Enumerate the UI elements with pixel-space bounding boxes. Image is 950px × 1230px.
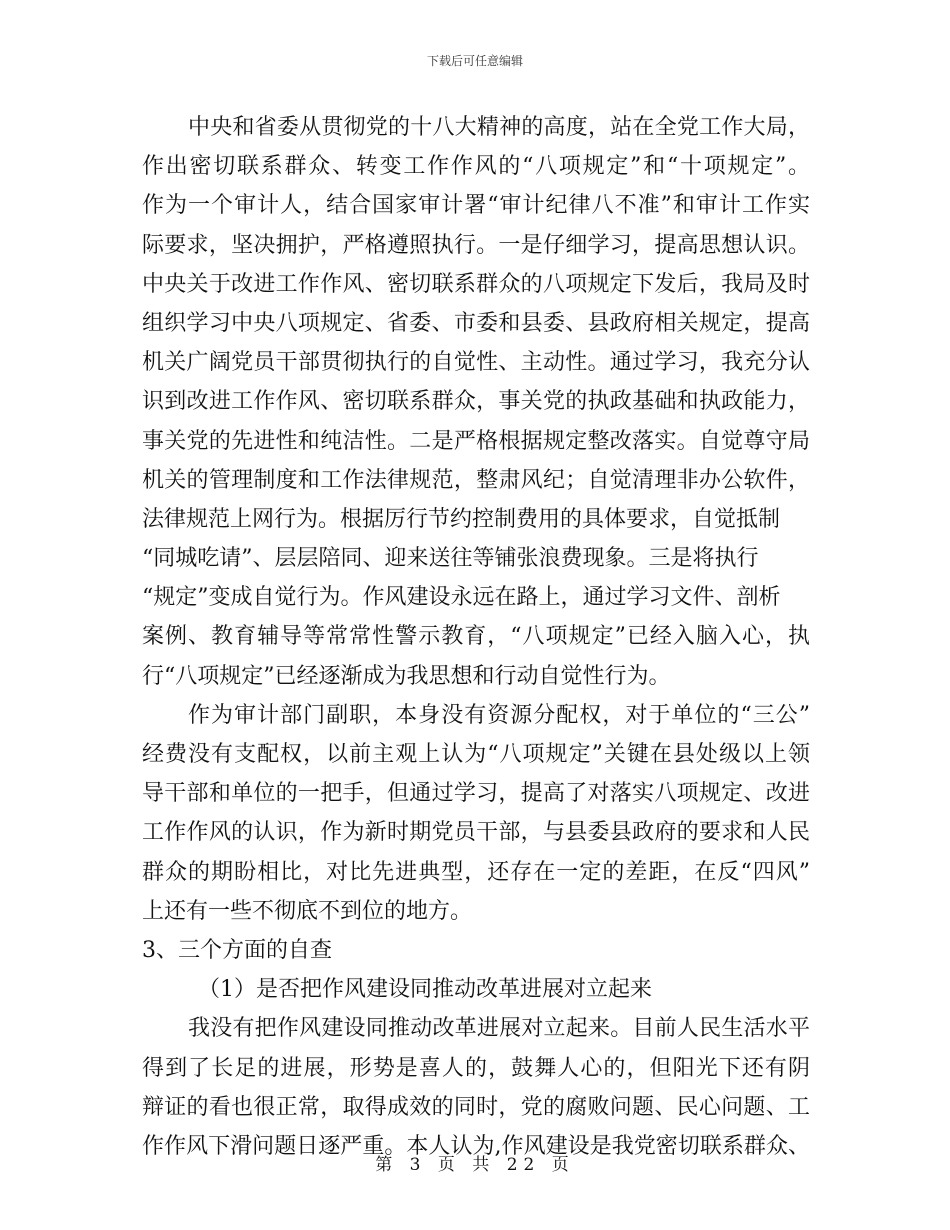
text-line: 作出密切联系群众、转变工作作风的“八项规定”和“十项规定”。	[142, 154, 810, 180]
text-line: 行“八项规定”已经逐渐成为我思想和行动自觉性行为。	[142, 663, 671, 689]
text-line: 得到了长足的进展，形势是喜人的，鼓舞人心的，但阳光下还有阴	[142, 1055, 810, 1081]
page-header: 下载后可任意编辑	[426, 54, 523, 68]
text-line: 案例、教育辅导等常常性警示教育，“八项规定”已经入脑入心，执	[142, 624, 810, 650]
page-footer: 第 3 页 共 22 页	[375, 1155, 575, 1175]
text-line: “同城吃请”、层层陪同、迎来送往等铺张浪费现象。三是将执行	[142, 546, 759, 572]
text-line: 法律规范上网行为。根据厉行节约控制费用的具体要求，自觉抵制	[142, 506, 781, 532]
text-line: 中央和省委从贯彻党的十八大精神的高度，站在全党工作大局，	[188, 115, 810, 140]
text-line: 组织学习中央八项规定、省委、市委和县委、县政府相关规定，提高	[142, 310, 810, 336]
text-line: 经费没有支配权，以前主观上认为“八项规定”关键在县处级以上领	[142, 742, 810, 767]
text-line: “规定”变成自觉行为。作风建设永远在路上，通过学习文件、剖析	[142, 585, 781, 611]
text-line: 机关广阔党员干部贯彻执行的自觉性、主动性。通过学习，我充分认	[142, 350, 810, 376]
text-line: 上还有一些不彻底不到位的地方。	[142, 898, 473, 924]
document-body	[142, 108, 810, 1166]
text-line: （1）是否把作风建设同推动改革进展对立起来	[198, 977, 652, 1003]
text-line: 导干部和单位的一把手，但通过学习，提高了对落实八项规定、改进	[142, 781, 810, 807]
text-line: 际要求，坚决拥护，严格遵照执行。一是仔细学习，提高思想认识。	[142, 232, 810, 258]
text-line: 作为一个审计人，结合国家审计署“审计纪律八不准”和审计工作实	[142, 193, 810, 219]
text-line: 作为审计部门副职，本身没有资源分配权，对于单位的“三公”	[188, 702, 810, 728]
text-line: 作作风下滑问题日逐严重。本人认为,作风建设是我党密切联系群众、	[142, 1133, 810, 1159]
text-line: 中央关于改进工作作风、密切联系群众的八项规定下发后，我局及时	[142, 271, 810, 297]
text-line: 3、三个方面的自查	[142, 937, 332, 963]
text-line: 识到改进工作作风、密切联系群众，事关党的执政基础和执政能力，	[142, 389, 810, 415]
text-line: 我没有把作风建设同推动改革进展对立起来。目前人民生活水平	[188, 1016, 810, 1042]
text-line: 辩证的看也很正常，取得成效的同时，党的腐败问题、民心问题、工	[142, 1094, 810, 1120]
text-line: 工作作风的认识，作为新时期党员干部，与县委县政府的要求和人民	[142, 820, 810, 846]
text-line: 事关党的先进性和纯洁性。二是严格根据规定整改落实。自觉尊守局	[142, 428, 810, 454]
text-line: 群众的期盼相比，对比先进典型，还存在一定的差距，在反“四风”	[142, 859, 810, 885]
text-line: 机关的管理制度和工作法律规范，整肃风纪；自觉清理非办公软件，	[142, 467, 810, 493]
